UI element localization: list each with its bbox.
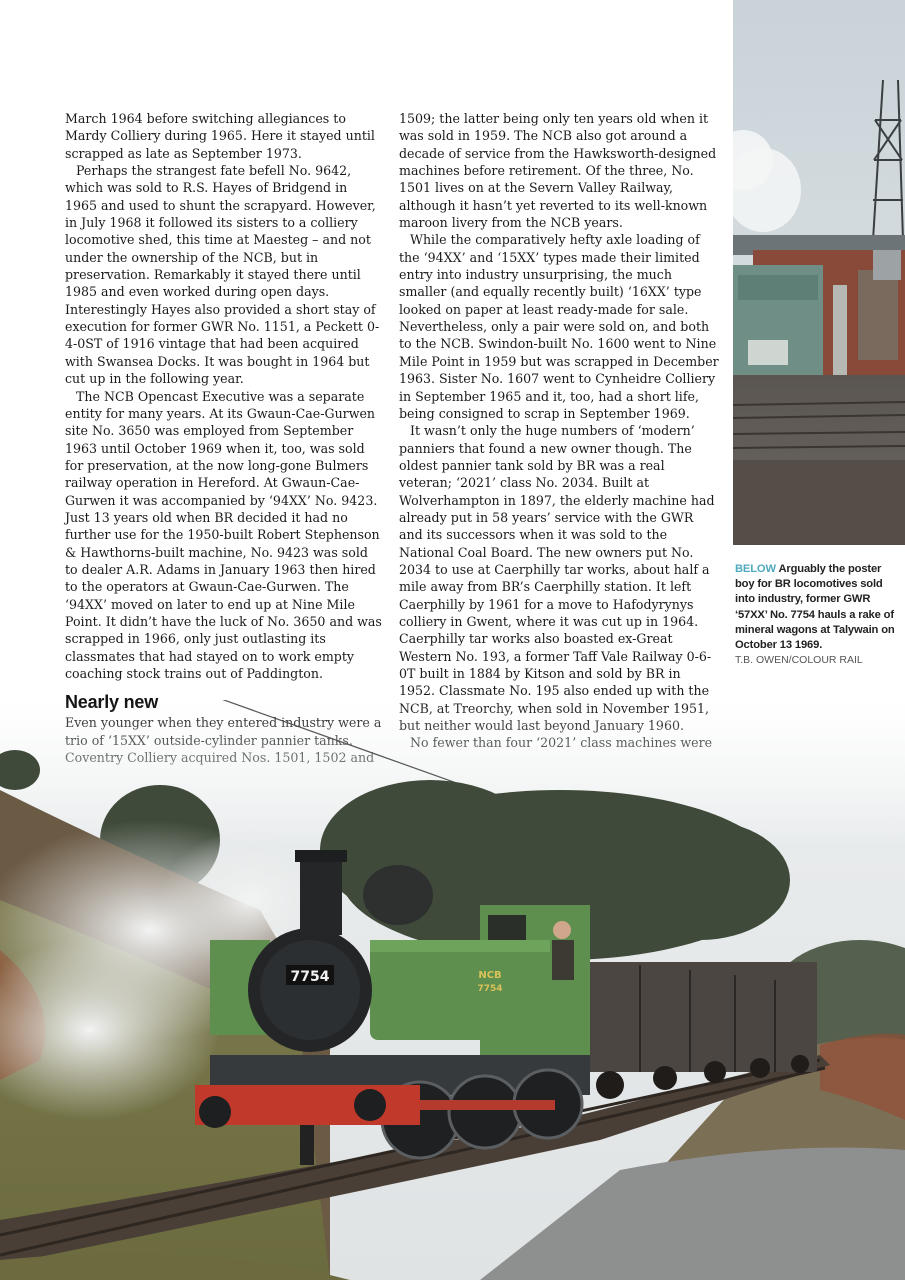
- right-text-column: [399, 110, 719, 752]
- paragraph: It wasn’t only the huge numbers of ‘modern’ panniers that found a new owner though. The oldest pannier tank sold by BR was a real veteran; ‘2021’ class No. 2034. Built at Wolverhampton in 1897, the elderly machine had already put in 58 years’ service with the GWR and its successors when it was sold to the National Coal Board. The new owners put No. 2034 to use at Caerphilly tar works, about half a mile away from BR’s Caerphilly station. It left Caerphilly by 1961 for a move to Hafodyrynys colliery in Gwent, where it was cut up in 1964. Caerphilly tar works also boasted ex-Great Western No. 193, a former Taff Vale Railway 0-6-0T built in 1884 by Kitson and sold by BR in 1952. Classmate No. 195 also ended up with the: [399, 423, 715, 699]
- paragraph: Perhaps the strangest fate befell No. 9642, which was sold to R.S. Hayes of Bridgend in 1965 and used to shunt the scrapyard. However, in July 1968 it followed its sisters to a colliery locomotive shed, this time at Maesteg – and not under the ownership of the NCB, but in preservation. Remarkably it stayed there until 1985 and even worked during open days. Interestingly Hayes also provided a short stay of execution for former GWR No. 1151, a Peckett 0-4-0ST of 1916 vintage that had been acquired with Swansea Docks. It was bought in 1964 but cut up in the following year.: [65, 163, 380, 387]
- colliery-photo: [733, 0, 905, 545]
- smokebox-number: 7754: [290, 969, 330, 985]
- caption-credit: T.B. OWEN/COLOUR RAIL: [735, 654, 863, 667]
- locomotive-photo-image: [0, 700, 905, 1280]
- colliery-photo-image: [733, 0, 905, 545]
- left-text-column: [65, 110, 383, 766]
- paragraph: While the comparatively hefty axle loading of the ‘94XX’ and ‘15XX’ types made their limited entry into industry unsurprising, the much smaller (and equally recently built) ‘16XX’ type looked on paper at least ready-made for sale. Nevertheless, only a pair were sold on, and both to the NCB. Swindon-built No. 1600 went to Nine Mile Point in 1959 but was scrapped in December 1963. Sister No. 1607 went to Cynheidre Colliery in September 1965 and it, too, had a short life, being consigned to scrap in September 1969.: [399, 232, 719, 421]
- paragraph: 1509; the latter being only ten years old when it was sold in 1959. The NCB also got around a decade of service from the Hawksworth-designed machines before retirement. Of the three, No. 1501 lives on at the Severn Valley Railway, although it hasn’t yet reverted to its well-known maroon livery from the NCB years.: [399, 111, 717, 231]
- locomotive-photo: [0, 700, 905, 1280]
- paragraph: The NCB Opencast Executive was a separate entity for many years. At its Gwaun-Cae-Gurwen site No. 3650 was employed from September 1963 until October 1969 when it, too, was sold for preservation, at the now long-gone Bulmers railway operation in Hereford. At Gwaun-Cae-Gurwen it was accompanied by ‘94XX’ No. 9423. Just 13 years old when BR decided it had no further use for the 1950-built Robert Stephenson & Hawthorns-built machine, No. 9423 was sold to dealer A.R. Adams in January 1963 then hired to the operators at Gwaun-Cae-Gurwen. The ‘94XX’ moved on later to end up at Nine Mile Point. It didn’t have the luck of No. 3650 and was scrapped in 1966, only just outlasting its classmates that had stayed on to work empty coaching stock trains out of Paddington.: [65, 388, 382, 681]
- photo-caption: [735, 562, 895, 668]
- tank-lettering-number: 7754: [477, 984, 503, 994]
- paragraph: March 1964 before switching allegiances to Mardy Colliery during 1965. Here it stayed until scrapped as late as September 1973.: [65, 111, 375, 161]
- tank-lettering-ncb: NCB: [478, 970, 502, 981]
- caption-label: BELOW: [735, 563, 776, 575]
- caption-text: Arguably the poster boy for BR locomotives sold into industry, former GWR ‘57XX’ No. 7754 hauls a rake of mineral wagons at Talywain on October 13 1969.: [735, 563, 895, 652]
